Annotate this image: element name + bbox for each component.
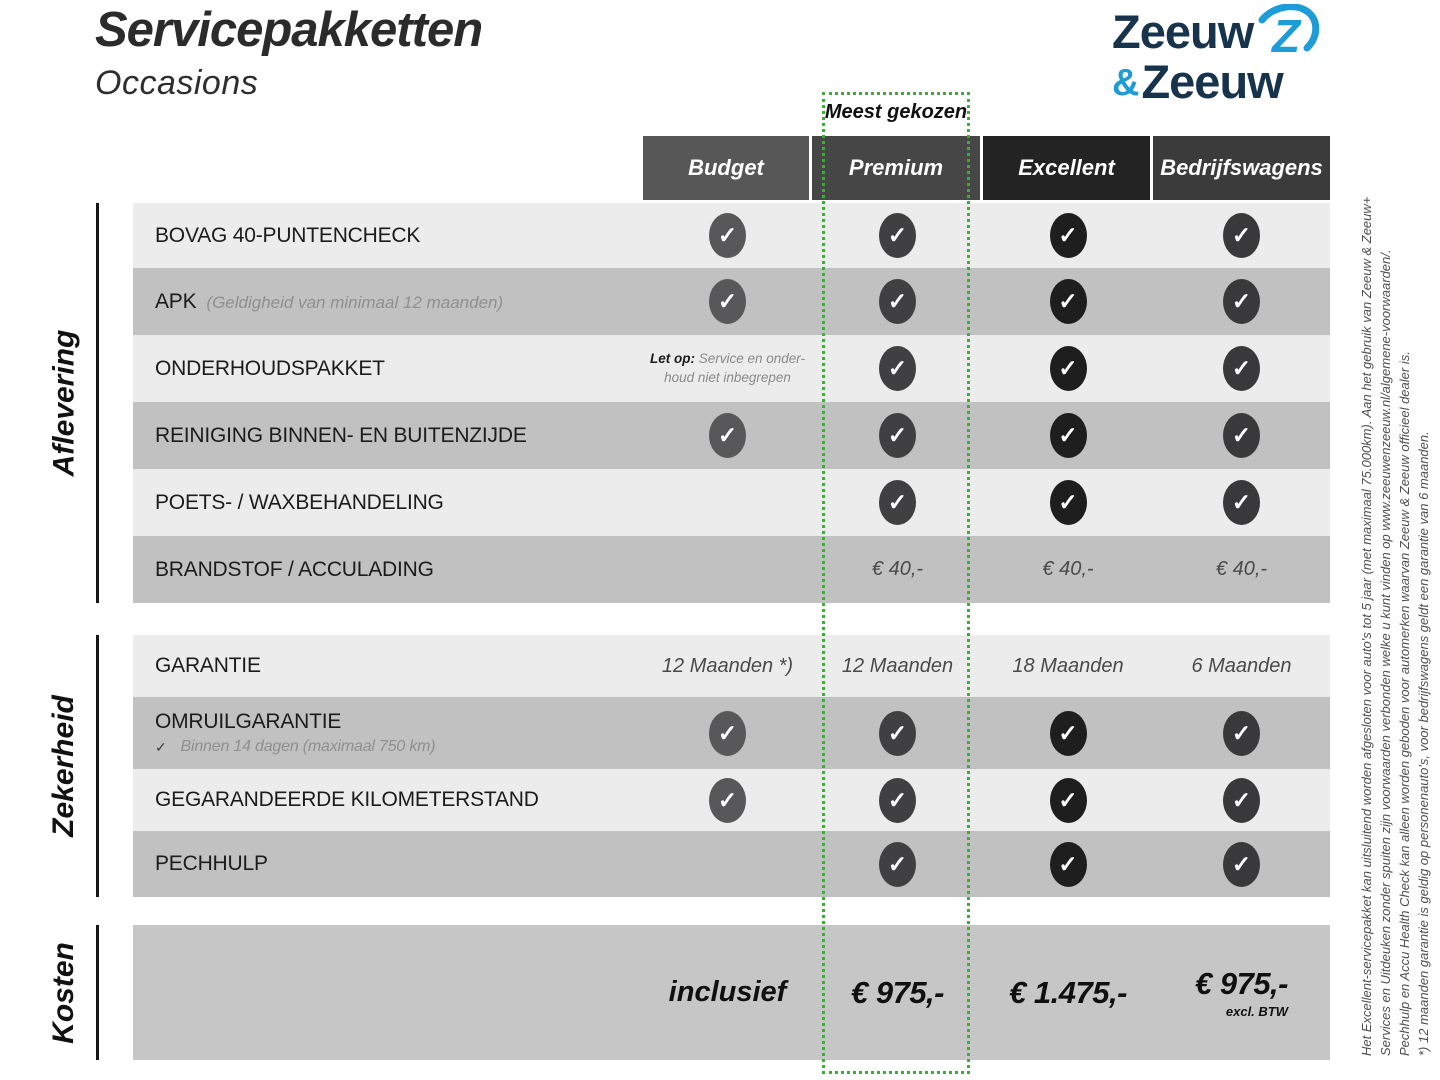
row-label: APK (155, 289, 197, 313)
table-row-kosten (133, 925, 1330, 1060)
budget-note-bold: Let op: (649, 351, 695, 367)
logo-swoosh-z-icon (1255, 4, 1321, 62)
row-label: ONDERHOUDSPAKKET (155, 356, 385, 380)
cell-bedrijfswagens (1153, 635, 1330, 697)
table-row-onderhoudspakket (133, 335, 1330, 402)
check-icon: ✓ (1050, 346, 1087, 391)
row-label: GEGARANDEERDE KILOMETERSTAND (155, 788, 539, 811)
cell-budget (643, 925, 812, 1060)
section-line-kosten (96, 925, 99, 1060)
cell-premium (812, 697, 983, 769)
cell-budget (643, 769, 812, 831)
cell-budget (643, 536, 812, 603)
check-icon: ✓ (709, 778, 746, 823)
section-aflevering (133, 203, 1330, 603)
check-icon: ✓ (1050, 480, 1087, 525)
column-header-excellent: Excellent (983, 136, 1150, 200)
cell-excellent (983, 469, 1153, 536)
check-icon: ✓ (1223, 346, 1260, 391)
cell-value-sub: excl. BTW (1225, 1004, 1288, 1019)
cell-premium (812, 925, 983, 1060)
cell-value: € 40,- (871, 558, 924, 580)
check-icon: ✓ (1223, 711, 1260, 756)
section-line-aflevering (96, 203, 99, 603)
fine-print-line: Pechhulp en Accu Health Check kan alleen worden geboden voor automerken waarvan Zeeuw & Zeeuw officieel dealer is. (1397, 351, 1412, 1056)
check-icon: ✓ (1050, 711, 1087, 756)
cell-budget (643, 697, 812, 769)
page-subtitle: Occasions (95, 63, 259, 102)
check-icon: ✓ (1050, 778, 1087, 823)
logo-word-bottom: Zeeuw (1141, 55, 1283, 108)
cell-value: € 40,- (1215, 558, 1268, 580)
cell-budget (643, 635, 812, 697)
cell-bedrijfswagens (1153, 831, 1330, 897)
cell-premium (812, 536, 983, 603)
row-label: BRANDSTOF / ACCULADING (155, 557, 434, 581)
table-row-poets-wax (133, 469, 1330, 536)
table-row-omruilgarantie (133, 697, 1330, 769)
cell-premium (812, 203, 983, 268)
table-row-apk (133, 268, 1330, 335)
table-row-bovag (133, 203, 1330, 268)
table-row-garantie (133, 635, 1330, 697)
column-header-bedrijfswagens: Bedrijfswagens (1153, 136, 1330, 200)
check-icon: ✓ (1223, 842, 1260, 887)
cell-value: inclusief (668, 976, 787, 1008)
check-icon: ✓ (709, 711, 746, 756)
cell-excellent (983, 536, 1153, 603)
cell-bedrijfswagens (1153, 769, 1330, 831)
cell-bedrijfswagens (1153, 268, 1330, 335)
check-icon: ✓ (1223, 279, 1260, 324)
check-icon: ✓ (1050, 413, 1087, 458)
zeeuw-en-zeeuw-logo (1112, 5, 1321, 108)
logo-ampersand: & (1112, 62, 1140, 104)
check-icon: ✓ (879, 413, 916, 458)
fine-print-line: *) 12 maanden garantie is geldig op personenauto's, voor bedrijfswagens geldt een garantie van 6 maanden. (1416, 431, 1431, 1056)
table-row-pechhulp (133, 831, 1330, 897)
table-row-kilometerstand (133, 769, 1330, 831)
row-sub-note (155, 738, 643, 756)
cell-excellent (983, 335, 1153, 402)
section-line-zekerheid (96, 635, 99, 897)
fine-print-line: Services en Uitdeuken zonder spuiten zijn voorwaarden verbonden welke u kunt vinden op www.zeeuwenzeeuw.nl/algemene-voorwaarden/. (1378, 249, 1393, 1056)
cell-bedrijfswagens (1153, 536, 1330, 603)
cell-excellent (983, 635, 1153, 697)
cell-premium (812, 635, 983, 697)
small-check-icon: ✓ (155, 738, 167, 755)
section-zekerheid (133, 635, 1330, 897)
cell-budget (643, 469, 812, 536)
cell-value: € 40,- (1042, 558, 1094, 580)
check-icon: ✓ (1050, 213, 1087, 258)
check-icon: ✓ (1050, 279, 1087, 324)
cell-bedrijfswagens (1153, 469, 1330, 536)
check-icon: ✓ (879, 778, 916, 823)
check-icon: ✓ (1223, 213, 1260, 258)
cell-excellent (983, 769, 1153, 831)
most-chosen-label: Meest gekozen (824, 101, 968, 123)
check-icon: ✓ (709, 279, 746, 324)
check-icon: ✓ (1223, 413, 1260, 458)
check-icon: ✓ (1223, 480, 1260, 525)
cell-excellent (983, 925, 1153, 1060)
column-header-premium: Premium (812, 136, 980, 200)
cell-budget (643, 402, 812, 469)
check-icon: ✓ (709, 413, 746, 458)
cell-excellent (983, 697, 1153, 769)
check-icon: ✓ (879, 213, 916, 258)
cell-value: 6 Maanden (1191, 654, 1292, 677)
check-icon: ✓ (879, 480, 916, 525)
cell-excellent (983, 402, 1153, 469)
budget-note (648, 350, 808, 386)
cell-value: 12 Maanden (841, 654, 954, 677)
check-icon: ✓ (879, 711, 916, 756)
column-header-row (133, 136, 1330, 200)
title-block (95, 4, 482, 103)
row-label: POETS- / WAXBEHANDELING (155, 490, 444, 514)
section-label-zekerheid: Zekerheid (47, 695, 81, 837)
cell-budget (643, 203, 812, 268)
cell-premium (812, 402, 983, 469)
row-label: REINIGING BINNEN- EN BUITENZIJDE (155, 423, 527, 447)
cell-value: 12 Maanden *) (661, 654, 794, 677)
logo-word-top: Zeeuw (1112, 5, 1254, 58)
cell-premium (812, 831, 983, 897)
cell-bedrijfswagens (1153, 203, 1330, 268)
cell-premium (812, 268, 983, 335)
cell-value: € 975,- (850, 974, 944, 1010)
cell-premium (812, 769, 983, 831)
table-row-reiniging (133, 402, 1330, 469)
cell-bedrijfswagens (1153, 925, 1330, 1060)
check-icon: ✓ (709, 213, 746, 258)
row-label: BOVAG 40-PUNTENCHECK (155, 223, 421, 247)
cell-value: € 975,- (1194, 966, 1288, 1001)
cell-excellent (983, 203, 1153, 268)
page-title: Servicepakketten (95, 3, 483, 57)
row-label: PECHHULP (155, 852, 268, 875)
check-icon: ✓ (879, 279, 916, 324)
budget-note-text: Service en onder- houd niet inbegrepen (664, 351, 806, 385)
row-label: GARANTIE (155, 654, 261, 677)
cell-excellent (983, 268, 1153, 335)
cell-bedrijfswagens (1153, 335, 1330, 402)
cell-value: € 1.475,- (1009, 974, 1127, 1010)
cell-budget (643, 831, 812, 897)
check-icon: ✓ (879, 346, 916, 391)
cell-value: 18 Maanden (1012, 654, 1124, 677)
row-sub-note-text: Binnen 14 dagen (maximaal 750 km) (180, 738, 436, 755)
column-header-budget: Budget (643, 136, 809, 200)
fine-print (1357, 126, 1433, 1056)
cell-budget (643, 335, 812, 402)
fine-print-line: Het Excellent-servicepakket kan uitsluitend worden afgesloten voor auto's tot 5 jaar (met maximaal 75.000km). Aan het gebruik van Zeeuw & Zeeuw+ (1359, 196, 1374, 1056)
cell-bedrijfswagens (1153, 697, 1330, 769)
cell-bedrijfswagens (1153, 402, 1330, 469)
section-label-aflevering: Aflevering (47, 329, 80, 477)
row-label-note: (Geldigheid van minimaal 12 maanden) (206, 292, 504, 312)
cell-budget (643, 268, 812, 335)
check-icon: ✓ (879, 842, 916, 887)
cell-excellent (983, 831, 1153, 897)
table-row-brandstof (133, 536, 1330, 603)
check-icon: ✓ (1223, 778, 1260, 823)
cell-premium (812, 335, 983, 402)
section-label-kosten: Kosten (47, 941, 80, 1044)
row-label: OMRUILGARANTIE (155, 710, 342, 733)
cell-premium (812, 469, 983, 536)
check-icon: ✓ (1050, 842, 1087, 887)
svg-text:Z: Z (1272, 10, 1301, 62)
section-kosten (133, 925, 1330, 1060)
